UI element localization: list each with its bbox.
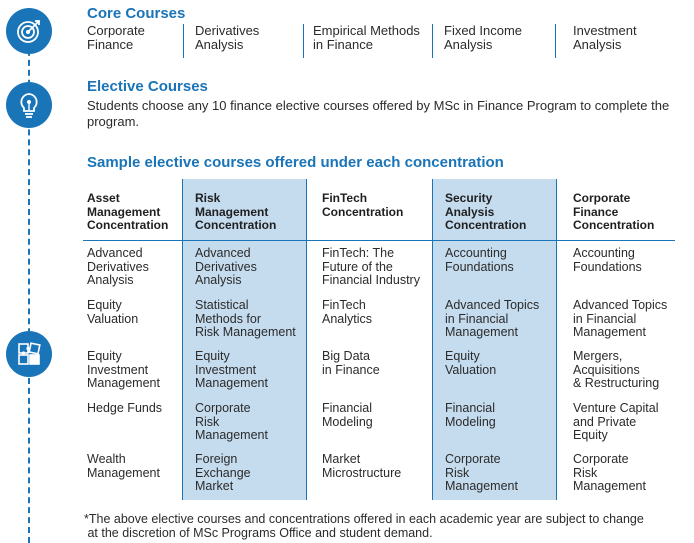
course-cell: Advanced Derivatives Analysis [195,246,257,287]
course-cell: Foreign Exchange Market [195,452,251,493]
core-heading: Core Courses [87,5,186,22]
course-cell: Equity Valuation [445,349,497,377]
core-divider [183,24,184,58]
course-cell: Equity Investment Management [87,349,160,390]
header-rule [83,240,675,241]
core-course: Corporate Finance [87,23,145,52]
column-header-corporate-finance: Corporate Finance Concentration [573,191,655,232]
course-cell: Corporate Risk Management [195,401,268,442]
core-course: Investment Analysis [573,23,637,52]
column-header-risk-management: Risk Management Concentration [195,191,277,232]
puzzle-icon [6,331,52,377]
course-cell: Market Microstructure [322,452,402,480]
elective-heading: Elective Courses [87,78,208,95]
column-divider [556,179,557,500]
course-cell: Equity Valuation [87,298,139,326]
core-course: Derivatives Analysis [195,23,260,52]
course-cell: Corporate Risk Management [573,452,646,493]
core-divider [303,24,304,58]
column-divider [306,179,307,500]
course-cell: Financial Modeling [445,401,496,429]
column-divider [432,179,433,500]
course-cell: FinTech: The Future of the Financial Industry [322,246,420,287]
column-header-asset-management: Asset Management Concentration [87,191,169,232]
elective-description: Students choose any 10 finance elective courses offered by MSc in Finance Program to complete the program. [87,98,670,129]
course-cell: FinTech Analytics [322,298,373,326]
course-cell: Hedge Funds [87,401,163,415]
column-header-security-analysis: Security Analysis Concentration [445,191,527,232]
course-cell: Advanced Topics in Financial Management [573,298,668,339]
course-cell: Accounting Foundations [445,246,514,274]
course-cell: Financial Modeling [322,401,373,429]
core-divider [432,24,433,58]
course-cell: Corporate Risk Management [445,452,518,493]
course-cell: Advanced Derivatives Analysis [87,246,149,287]
column-header-fintech: FinTech Concentration [322,191,404,219]
course-cell: Statistical Methods for Risk Management [195,298,296,339]
course-cell: Mergers, Acquisitions & Restructuring [573,349,660,390]
course-cell: Equity Investment Management [195,349,268,390]
course-cell: Accounting Foundations [573,246,642,274]
sample-heading: Sample elective courses offered under each concentration [87,154,504,171]
course-cell: Advanced Topics in Financial Management [445,298,540,339]
core-divider [555,24,556,58]
course-cell: Wealth Management [87,452,160,480]
course-cell: Big Data in Finance [322,349,380,377]
footnote: *The above elective courses and concentrations offered in each academic year are subject to change at the discretion of MSc Programs Office and student demand. [84,512,644,540]
lightbulb-icon [6,82,52,128]
target-icon [6,8,52,54]
core-course: Fixed Income Analysis [444,23,523,52]
core-course: Empirical Methods in Finance [313,23,420,52]
column-divider [182,179,183,500]
core-courses-list [87,24,677,58]
course-cell: Venture Capital and Private Equity [573,401,659,442]
